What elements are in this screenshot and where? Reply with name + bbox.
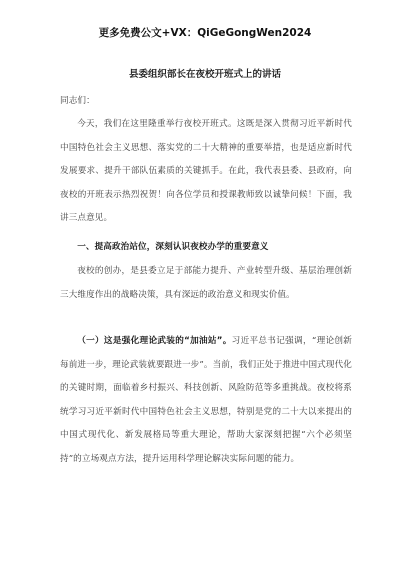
- paragraph-theory: [60, 330, 352, 472]
- header-watermark: 更多免费公文+VX：QiGeGongWen2024: [98, 27, 312, 39]
- paragraph-significance: 夜校的创办，是县委立足于部能力提升、产业转型升级、基层治理创新三大维度作出的战略决策，具有深远的政治意义和现实价值。: [60, 266, 352, 300]
- paragraph-opening: 今天，我们在这里隆重举行夜校开班式。这既是深入贯彻习近平新时代中国特色社会主义思想、落实党的二十大精神的重要举措，也是适应新时代发展要求、提升干部队伍素质的关键抓手。在此，我代表县委、县政府，向夜校的开班表示热烈祝贺！向各位学员和授课教师致以诚挚问候！下面，我讲三点意见。: [60, 119, 352, 224]
- section-heading-1: 一、提高政治站位，深刻认识夜校办学的重要意义: [77, 242, 269, 252]
- paragraph-theory-body: 习近平总书记强调，“理论创新每前进一步，理论武装就要跟进一步”。当前，我们正处于推进中国式现代化的关键时期，面临着乡村振兴、科技创新、风险防范等多重挑战。夜校将系统学习习近平新时代中国特色社会主义思想，特别是党的二十大以来提出的中国式现代化、新发展格局等重大理论，帮助大家深刻把握“六个必须坚持”的立场观点方法，提升运用科学理论解决实际问题的能力。: [60, 336, 352, 464]
- salutation: 同志们：: [60, 96, 95, 106]
- sub-heading-1: （一）这是强化理论武装的“加油站”。: [77, 336, 232, 346]
- page-title: 县委组织部长在夜校开班式上的讲话: [128, 69, 281, 80]
